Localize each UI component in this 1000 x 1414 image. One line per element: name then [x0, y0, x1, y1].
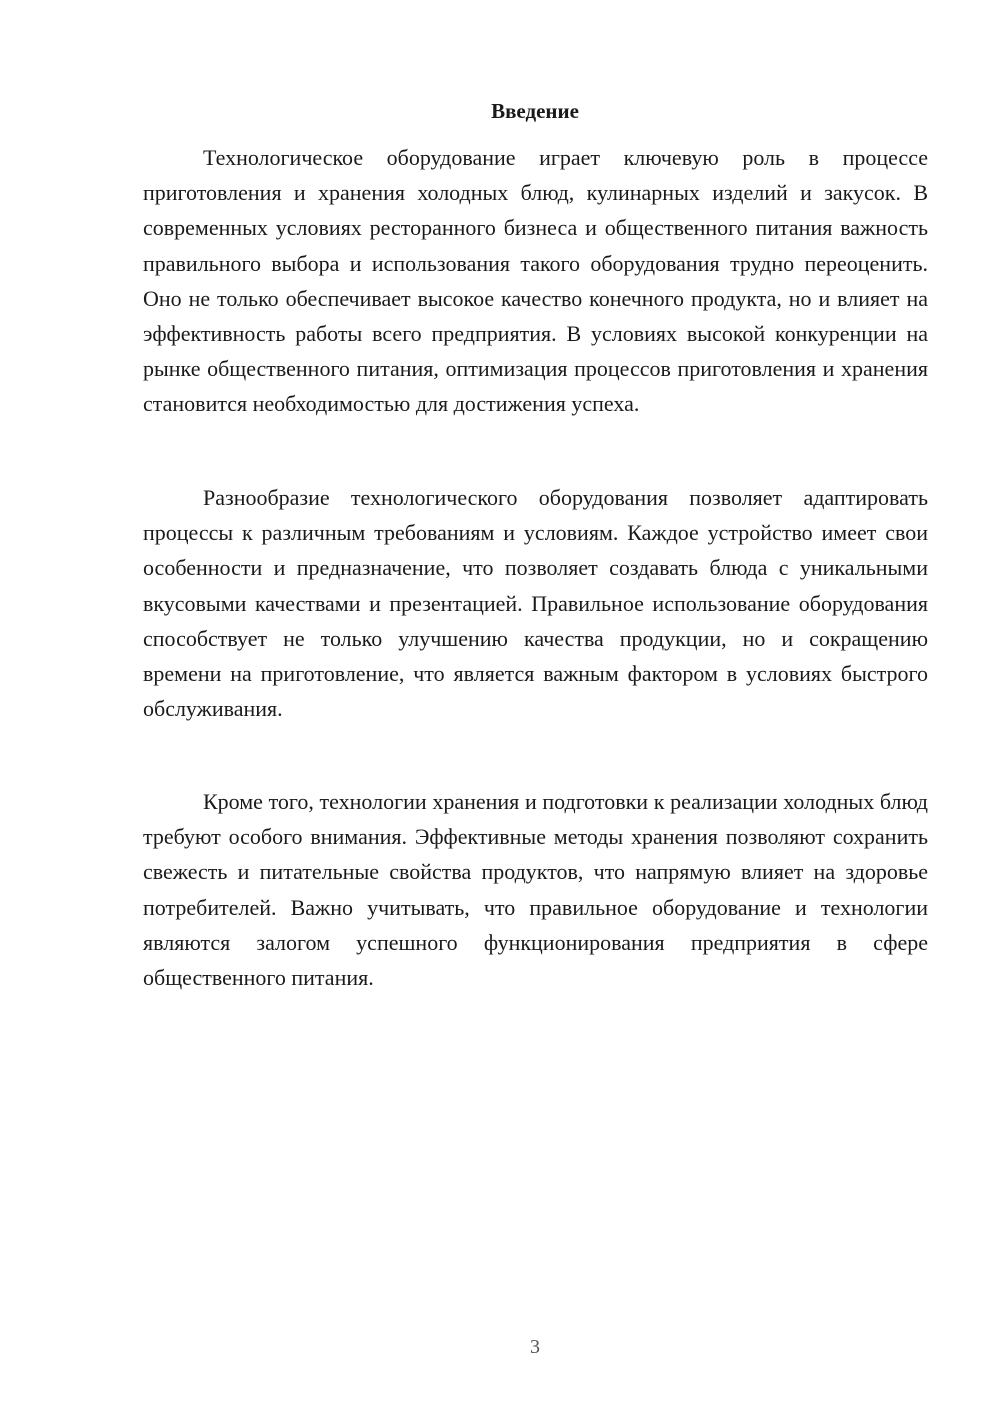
paragraph-equipment-variety: Разнообразие технологического оборудования позволяет адаптировать процессы к различным требованиям и условиям. Каждое устройство имеет свои особенности и предназначение, что позволяет создавать блюда с уникальными вкусовыми качествами и презентацией. Правильное использование оборудования способствует не только улучшению качества продукции, но и сокращению времени на приготовление, что является важным фактором в условиях быстрого обслуживания. [143, 485, 928, 722]
page-number: 3 [530, 1336, 540, 1358]
paragraph-storage: Кроме того, технологии хранения и подготовки к реализации холодных блюд требуют особого внимания. Эффективные методы хранения позволяют сохранить свежесть и питательные свойства продуктов, что напрямую влияет на здоровье потребителей. Важно учитывать, что правильное оборудование и технологии являются залогом успешного функционирования предприятия в сфере общественного питания. [143, 789, 928, 991]
page-title: Введение [491, 99, 579, 123]
paragraph-intro: Технологическое оборудование играет ключевую роль в процессе приготовления и хранения холодных блюд, кулинарных изделий и закусок. В современных условиях ресторанного бизнеса и общественного питания важность правильного выбора и использования такого оборудования трудно переоценить. Оно не только обеспечивает высокое качество конечного продукта, но и влияет на эффективность работы всего предприятия. В условиях высокой конкуренции на рынке общественного питания, оптимизация процессов приготовления и хранения становится необходимостью для достижения успеха. [143, 145, 928, 417]
